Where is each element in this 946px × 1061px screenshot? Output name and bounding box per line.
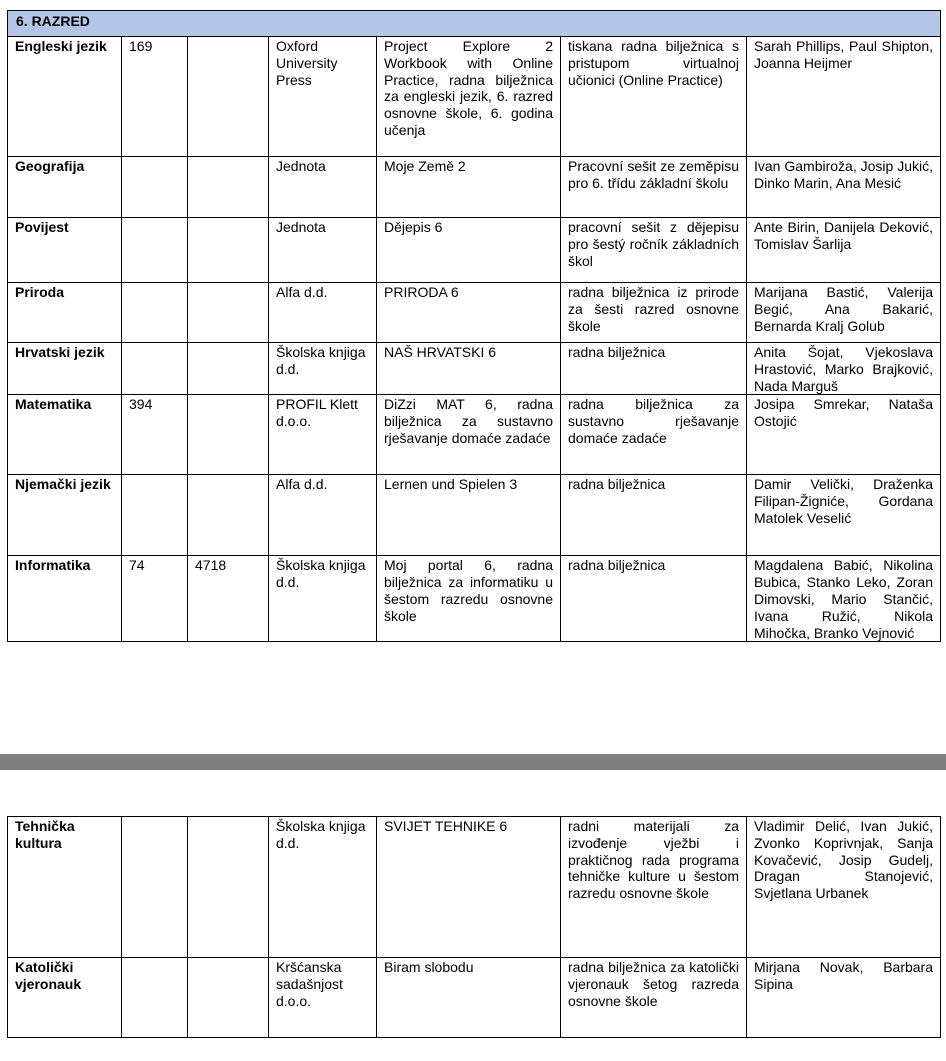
- publisher-cell: Alfa d.d.: [269, 283, 377, 343]
- subject-cell: Informatika: [8, 556, 122, 642]
- type-cell: radna bilježnica za sustavno rješavanje domaće zadaće: [561, 395, 747, 475]
- table-row: [8, 157, 941, 218]
- publisher-cell: Alfa d.d.: [269, 475, 377, 556]
- title-cell: PRIRODA 6: [377, 283, 561, 343]
- authors-cell: Marijana Bastić, Valerija Begić, Ana Bakarić, Bernarda Kralj Golub: [747, 283, 941, 343]
- title-cell: Moj portal 6, radna bilježnica za informatiku u šestom razredu osnovne škole: [377, 556, 561, 642]
- number-cell: [122, 475, 188, 556]
- authors-cell: Sarah Phillips, Paul Shipton, Joanna Heijmer: [747, 37, 941, 157]
- authors-cell: Magdalena Babić, Nikolina Bubica, Stanko Leko, Zoran Dimovski, Mario Stančić, Ivana Ružić, Nikola Mihočka, Branko Vejnović: [747, 556, 941, 642]
- publisher-cell: Školska knjiga d.d.: [269, 343, 377, 395]
- subject-cell: Tehnička kultura: [8, 817, 122, 958]
- table-row: [8, 283, 941, 343]
- code-cell: [188, 283, 269, 343]
- authors-cell: Damir Velički, Draženka Filipan-Žigniće, Gordana Matolek Veselić: [747, 475, 941, 556]
- code-cell: 4718: [188, 556, 269, 642]
- publisher-cell: Jednota: [269, 218, 377, 283]
- number-cell: [122, 817, 188, 958]
- type-cell: radna bilježnica iz prirode za šesti razred osnovne škole: [561, 283, 747, 343]
- subject-cell: Geografija: [8, 157, 122, 218]
- table-row: [8, 817, 941, 958]
- title-cell: SVIJET TEHNIKE 6: [377, 817, 561, 958]
- number-cell: [122, 218, 188, 283]
- subject-cell: Njemački jezik: [8, 475, 122, 556]
- code-cell: [188, 817, 269, 958]
- publisher-cell: Oxford University Press: [269, 37, 377, 157]
- title-cell: DiZzi MAT 6, radna bilježnica za sustavno rješavanje domaće zadaće: [377, 395, 561, 475]
- publisher-cell: Jednota: [269, 157, 377, 218]
- type-cell: radna bilježnica: [561, 475, 747, 556]
- title-cell: Biram slobodu: [377, 958, 561, 1038]
- subject-cell: Matematika: [8, 395, 122, 475]
- authors-cell: Mirjana Novak, Barbara Sipina: [747, 958, 941, 1038]
- number-cell: 169: [122, 37, 188, 157]
- authors-cell: Vladimir Delić, Ivan Jukić, Zvonko Koprivnjak, Sanja Kovačević, Josip Gudelj, Dragan Stanojević, Svjetlana Urbanek: [747, 817, 941, 958]
- authors-cell: Josipa Smrekar, Nataša Ostojić: [747, 395, 941, 475]
- subject-cell: Hrvatski jezik: [8, 343, 122, 395]
- code-cell: [188, 343, 269, 395]
- number-cell: [122, 283, 188, 343]
- title-cell: Moje Země 2: [377, 157, 561, 218]
- authors-cell: Ante Birin, Danijela Deković, Tomislav Šarlija: [747, 218, 941, 283]
- section-header-row: [8, 11, 941, 37]
- table-row: [8, 958, 941, 1038]
- table-row: [8, 343, 941, 395]
- code-cell: [188, 395, 269, 475]
- publisher-cell: PROFIL Klett d.o.o.: [269, 395, 377, 475]
- title-cell: Dějepis 6: [377, 218, 561, 283]
- table-row: [8, 37, 941, 157]
- title-cell: Project Explore 2 Workbook with Online Practice, radna bilježnica za engleski jezik, 6. razred osnovne škole, 6. godina učenja: [377, 37, 561, 157]
- publisher-cell: Školska knjiga d.d.: [269, 556, 377, 642]
- table-row: [8, 556, 941, 642]
- code-cell: [188, 475, 269, 556]
- subject-cell: Priroda: [8, 283, 122, 343]
- title-cell: NAŠ HRVATSKI 6: [377, 343, 561, 395]
- publisher-cell: Kršćanska sadašnjost d.o.o.: [269, 958, 377, 1038]
- page-separator: [0, 754, 946, 770]
- subject-cell: Engleski jezik: [8, 37, 122, 157]
- type-cell: radna bilježnica: [561, 343, 747, 395]
- workbook-table-top: [7, 10, 941, 642]
- publisher-cell: Školska knjiga d.d.: [269, 817, 377, 958]
- table-row: [8, 395, 941, 475]
- number-cell: [122, 343, 188, 395]
- code-cell: [188, 218, 269, 283]
- number-cell: 394: [122, 395, 188, 475]
- title-cell: Lernen und Spielen 3: [377, 475, 561, 556]
- type-cell: Pracovní sešit ze zeměpisu pro 6. třídu základní školu: [561, 157, 747, 218]
- number-cell: [122, 958, 188, 1038]
- table-row: [8, 475, 941, 556]
- authors-cell: Ivan Gambiroža, Josip Jukić, Dinko Marin, Ana Mesić: [747, 157, 941, 218]
- subject-cell: Povijest: [8, 218, 122, 283]
- section-title: 6. RAZRED: [8, 11, 941, 37]
- type-cell: radna bilježnica za katolički vjeronauk šetog razreda osnovne škole: [561, 958, 747, 1038]
- workbook-table-bottom: [7, 816, 941, 1038]
- type-cell: radna bilježnica: [561, 556, 747, 642]
- type-cell: pracovní sešit z dějepisu pro šestý ročník základních škol: [561, 218, 747, 283]
- authors-cell: Anita Šojat, Vjekoslava Hrastović, Marko Brajković, Nada Marguš: [747, 343, 941, 395]
- subject-cell: Katolički vjeronauk: [8, 958, 122, 1038]
- table-row: [8, 218, 941, 283]
- number-cell: 74: [122, 556, 188, 642]
- code-cell: [188, 958, 269, 1038]
- type-cell: radni materijali za izvođenje vježbi i praktičnog rada programa tehničke kulture u šestom razredu osnovne škole: [561, 817, 747, 958]
- code-cell: [188, 37, 269, 157]
- number-cell: [122, 157, 188, 218]
- code-cell: [188, 157, 269, 218]
- type-cell: tiskana radna bilježnica s pristupom virtualnoj učionici (Online Practice): [561, 37, 747, 157]
